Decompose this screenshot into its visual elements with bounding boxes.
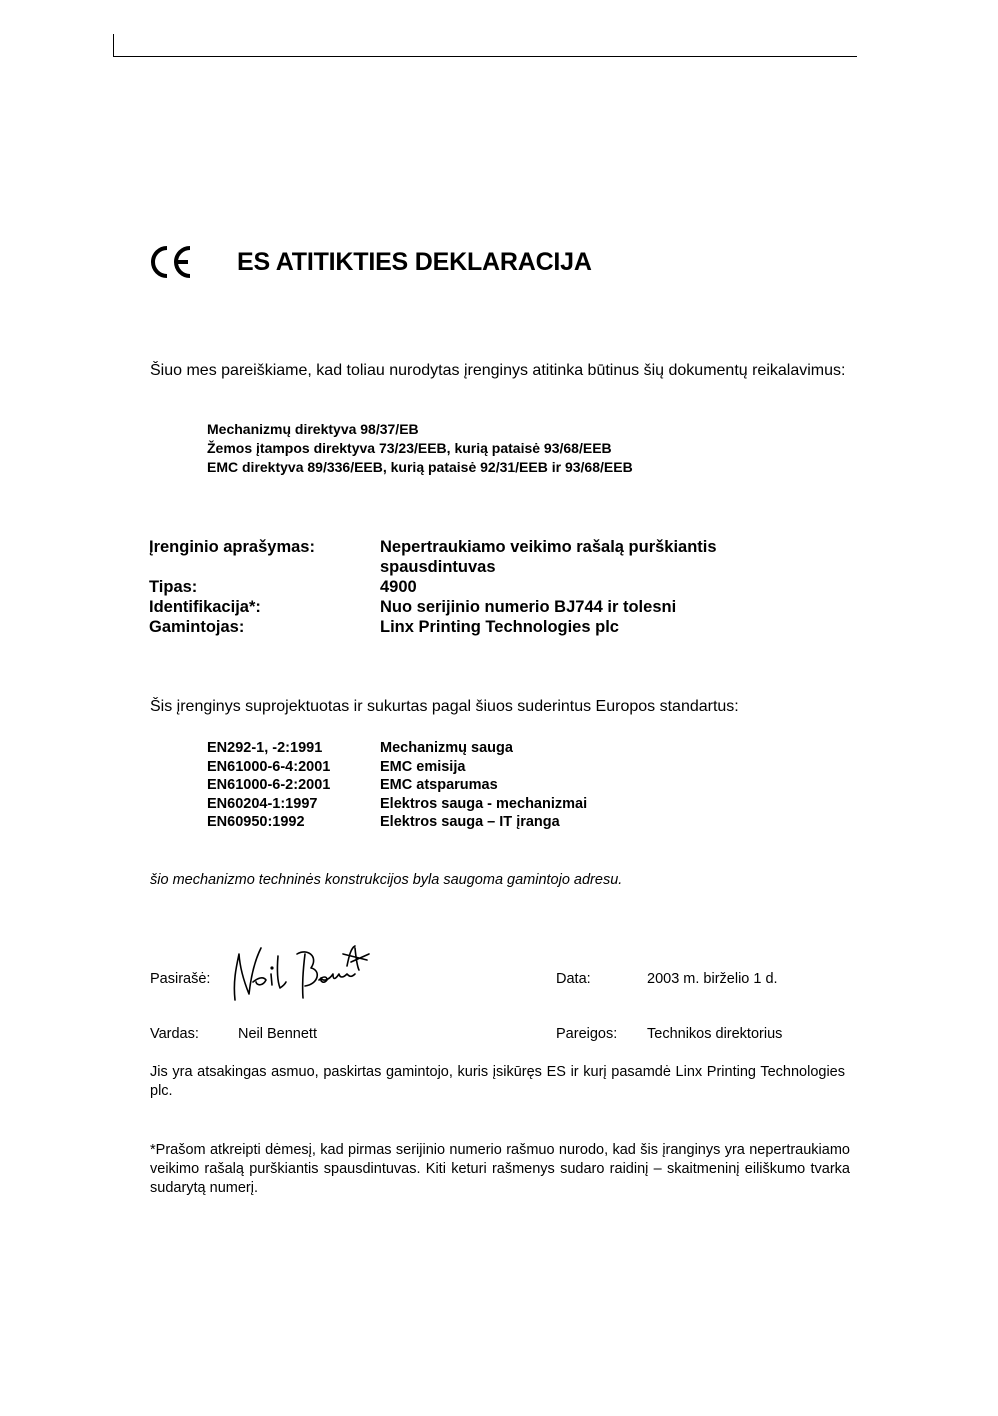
standard-row bbox=[207, 813, 587, 832]
directive-list bbox=[207, 420, 633, 477]
footnote: *Prašom atkreipti dėmesį, kad pirmas serijinio numerio rašmuo nurodo, kad šis įranginys yra nepertraukiamo veikimo rašalą purškiantis spausdintuvas. Kiti keturi rašmenys sudaro raidinį – skaitmeninį eiliškumo tvarka sudarytą numerį. bbox=[150, 1142, 850, 1196]
header-rule-vertical bbox=[113, 34, 114, 56]
directive-item: Mechanizmų direktyva 98/37/EB bbox=[207, 421, 419, 437]
standard-code: EN292-1, -2:1991 bbox=[207, 740, 323, 756]
position-value: Technikos direktorius bbox=[647, 1026, 783, 1042]
standard-description: Elektros sauga – IT įranga bbox=[380, 814, 560, 831]
equipment-info bbox=[149, 537, 780, 637]
type-label: Tipas: bbox=[149, 578, 198, 596]
standard-row bbox=[207, 776, 587, 795]
equipment-description-row bbox=[149, 537, 780, 577]
intro-paragraph: Šiuo mes pareiškiame, kad toliau nurodytas įrenginys atitinka būtinus šių dokumentų reikalavimus: bbox=[150, 362, 846, 379]
id-label: Identifikacija*: bbox=[149, 598, 261, 616]
technical-file-note: šio mechanizmo techninės konstrukcijos byla saugoma gamintojo adresu. bbox=[150, 872, 623, 888]
id-value: Nuo serijinio numerio BJ744 ir tolesni bbox=[380, 598, 677, 616]
standard-description: EMC atsparumas bbox=[380, 777, 498, 794]
date-label: Data: bbox=[556, 971, 591, 987]
name-value: Neil Bennett bbox=[238, 1026, 317, 1042]
responsible-person-text: Jis yra atsakingas asmuo, paskirtas gamintojo, kuris įsikūręs ES ir kurį pasamdė Linx Printing Technologies plc. bbox=[150, 1064, 845, 1099]
standards-intro: Šis įrenginys suprojektuotas ir sukurtas pagal šiuos suderintus Europos standartus: bbox=[150, 698, 739, 715]
equipment-id-row bbox=[149, 597, 780, 617]
equipment-manufacturer-row bbox=[149, 617, 780, 637]
standard-row bbox=[207, 795, 587, 814]
standard-code: EN60204-1:1997 bbox=[207, 795, 318, 812]
manufacturer-label: Gamintojas: bbox=[149, 618, 245, 636]
standard-code: EN61000-6-2:2001 bbox=[207, 777, 331, 794]
directive-item: Žemos įtampos direktyva 73/23/EEB, kurią pataisė 93/68/EEB bbox=[207, 440, 612, 456]
standard-row bbox=[207, 758, 587, 777]
standard-description: EMC emisija bbox=[380, 758, 466, 775]
standards-list bbox=[207, 739, 587, 832]
ce-mark-icon bbox=[148, 244, 194, 280]
directive-item: EMC direktyva 89/336/EEB, kurią pataisė 92/31/EEB ir 93/68/EEB bbox=[207, 459, 633, 475]
position-label: Pareigos: bbox=[556, 1026, 618, 1042]
manufacturer-value: Linx Printing Technologies plc bbox=[380, 618, 619, 636]
signed-label: Pasirašė: bbox=[150, 971, 211, 987]
standard-code: EN61000-6-4:2001 bbox=[207, 758, 331, 775]
standard-row bbox=[207, 739, 587, 758]
standard-description: Mechanizmų sauga bbox=[380, 740, 513, 756]
description-label: Įrenginio aprašymas: bbox=[149, 538, 315, 556]
standard-code: EN60950:1992 bbox=[207, 814, 305, 831]
equipment-type-row bbox=[149, 577, 780, 597]
description-value: Nepertraukiamo veikimo rašalą purškiantis spausdintuvas bbox=[380, 538, 717, 576]
standard-description: Elektros sauga - mechanizmai bbox=[380, 795, 588, 812]
name-label: Vardas: bbox=[150, 1026, 199, 1042]
type-value: 4900 bbox=[380, 578, 417, 596]
signature-image bbox=[223, 940, 375, 1008]
date-value: 2003 m. birželio 1 d. bbox=[647, 971, 778, 987]
page-title: ES ATITIKTIES DEKLARACIJA bbox=[237, 248, 592, 276]
header-rule bbox=[113, 56, 857, 57]
